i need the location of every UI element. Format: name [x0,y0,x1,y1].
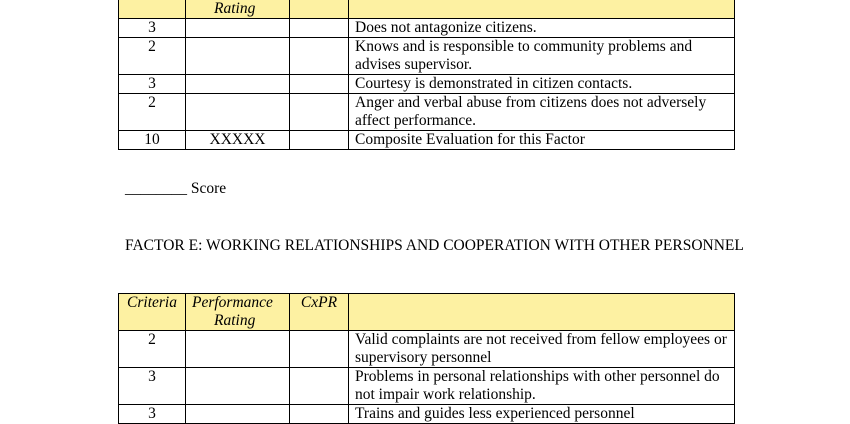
criteria-cell: 3 [119,75,186,94]
criteria-cell: 3 [119,19,186,38]
description-cell: Does not antagonize citizens. [349,19,735,38]
description-cell: Problems in personal relationships with other personnel do not impair work relationship. [349,368,735,405]
table-row [119,75,735,94]
criteria-cell: 2 [119,331,186,368]
cxpr-cell[interactable] [290,368,349,405]
criteria-cell: 10 [119,131,186,150]
header-rating-label: Rating [214,312,256,329]
description-cell: Courtesy is demonstrated in citizen contacts. [349,75,735,94]
rating-cell: XXXXX [186,131,290,150]
table-row [119,331,735,368]
criteria-cell: 2 [119,38,186,75]
description-cell: Anger and verbal abuse from citizens does not adversely affect performance. [349,94,735,131]
score-line[interactable]: ________ Score [125,180,227,197]
cxpr-cell[interactable] [290,131,349,150]
criteria-cell: 3 [119,405,186,424]
description-cell: Valid complaints are not received from fellow employees or supervisory personnel [349,331,735,368]
table-header-row [119,0,735,19]
criteria-cell: 2 [119,94,186,131]
header-performance-rating-cell [186,294,290,331]
rating-cell[interactable] [186,368,290,405]
header-criteria: Criteria [119,294,186,331]
factor-d-table [118,0,735,150]
header-performance-label: Performance [192,294,273,311]
cxpr-cell[interactable] [290,38,349,75]
factor-e-table [118,293,735,424]
rating-cell[interactable] [186,331,290,368]
rating-cell[interactable] [186,38,290,75]
table-row-composite [119,131,735,150]
table-header-row [119,294,735,331]
table-row [119,405,735,424]
description-cell: Knows and is responsible to community problems and advises supervisor. [349,38,735,75]
cxpr-cell[interactable] [290,405,349,424]
header-rating-label: Rating [214,0,256,17]
description-cell: Trains and guides less experienced personnel [349,405,735,424]
rating-cell[interactable] [186,75,290,94]
rating-cell[interactable] [186,94,290,131]
header-description [349,294,735,331]
rating-cell[interactable] [186,19,290,38]
criteria-cell: 3 [119,368,186,405]
table-row [119,368,735,405]
cxpr-cell[interactable] [290,75,349,94]
header-cxpr: CxPR [290,294,349,331]
header-performance-rating-cell [186,0,290,19]
cxpr-cell[interactable] [290,331,349,368]
table-row [119,94,735,131]
cxpr-cell[interactable] [290,19,349,38]
table-row [119,38,735,75]
rating-cell[interactable] [186,405,290,424]
factor-e-heading: FACTOR E: WORKING RELATIONSHIPS AND COOPERATION WITH OTHER PERSONNEL [125,237,744,254]
table-row [119,19,735,38]
header-description-cell [349,0,735,19]
cxpr-cell[interactable] [290,94,349,131]
header-cxpr-cell [290,0,349,19]
description-cell: Composite Evaluation for this Factor [349,131,735,150]
header-criteria-cell [119,0,186,19]
